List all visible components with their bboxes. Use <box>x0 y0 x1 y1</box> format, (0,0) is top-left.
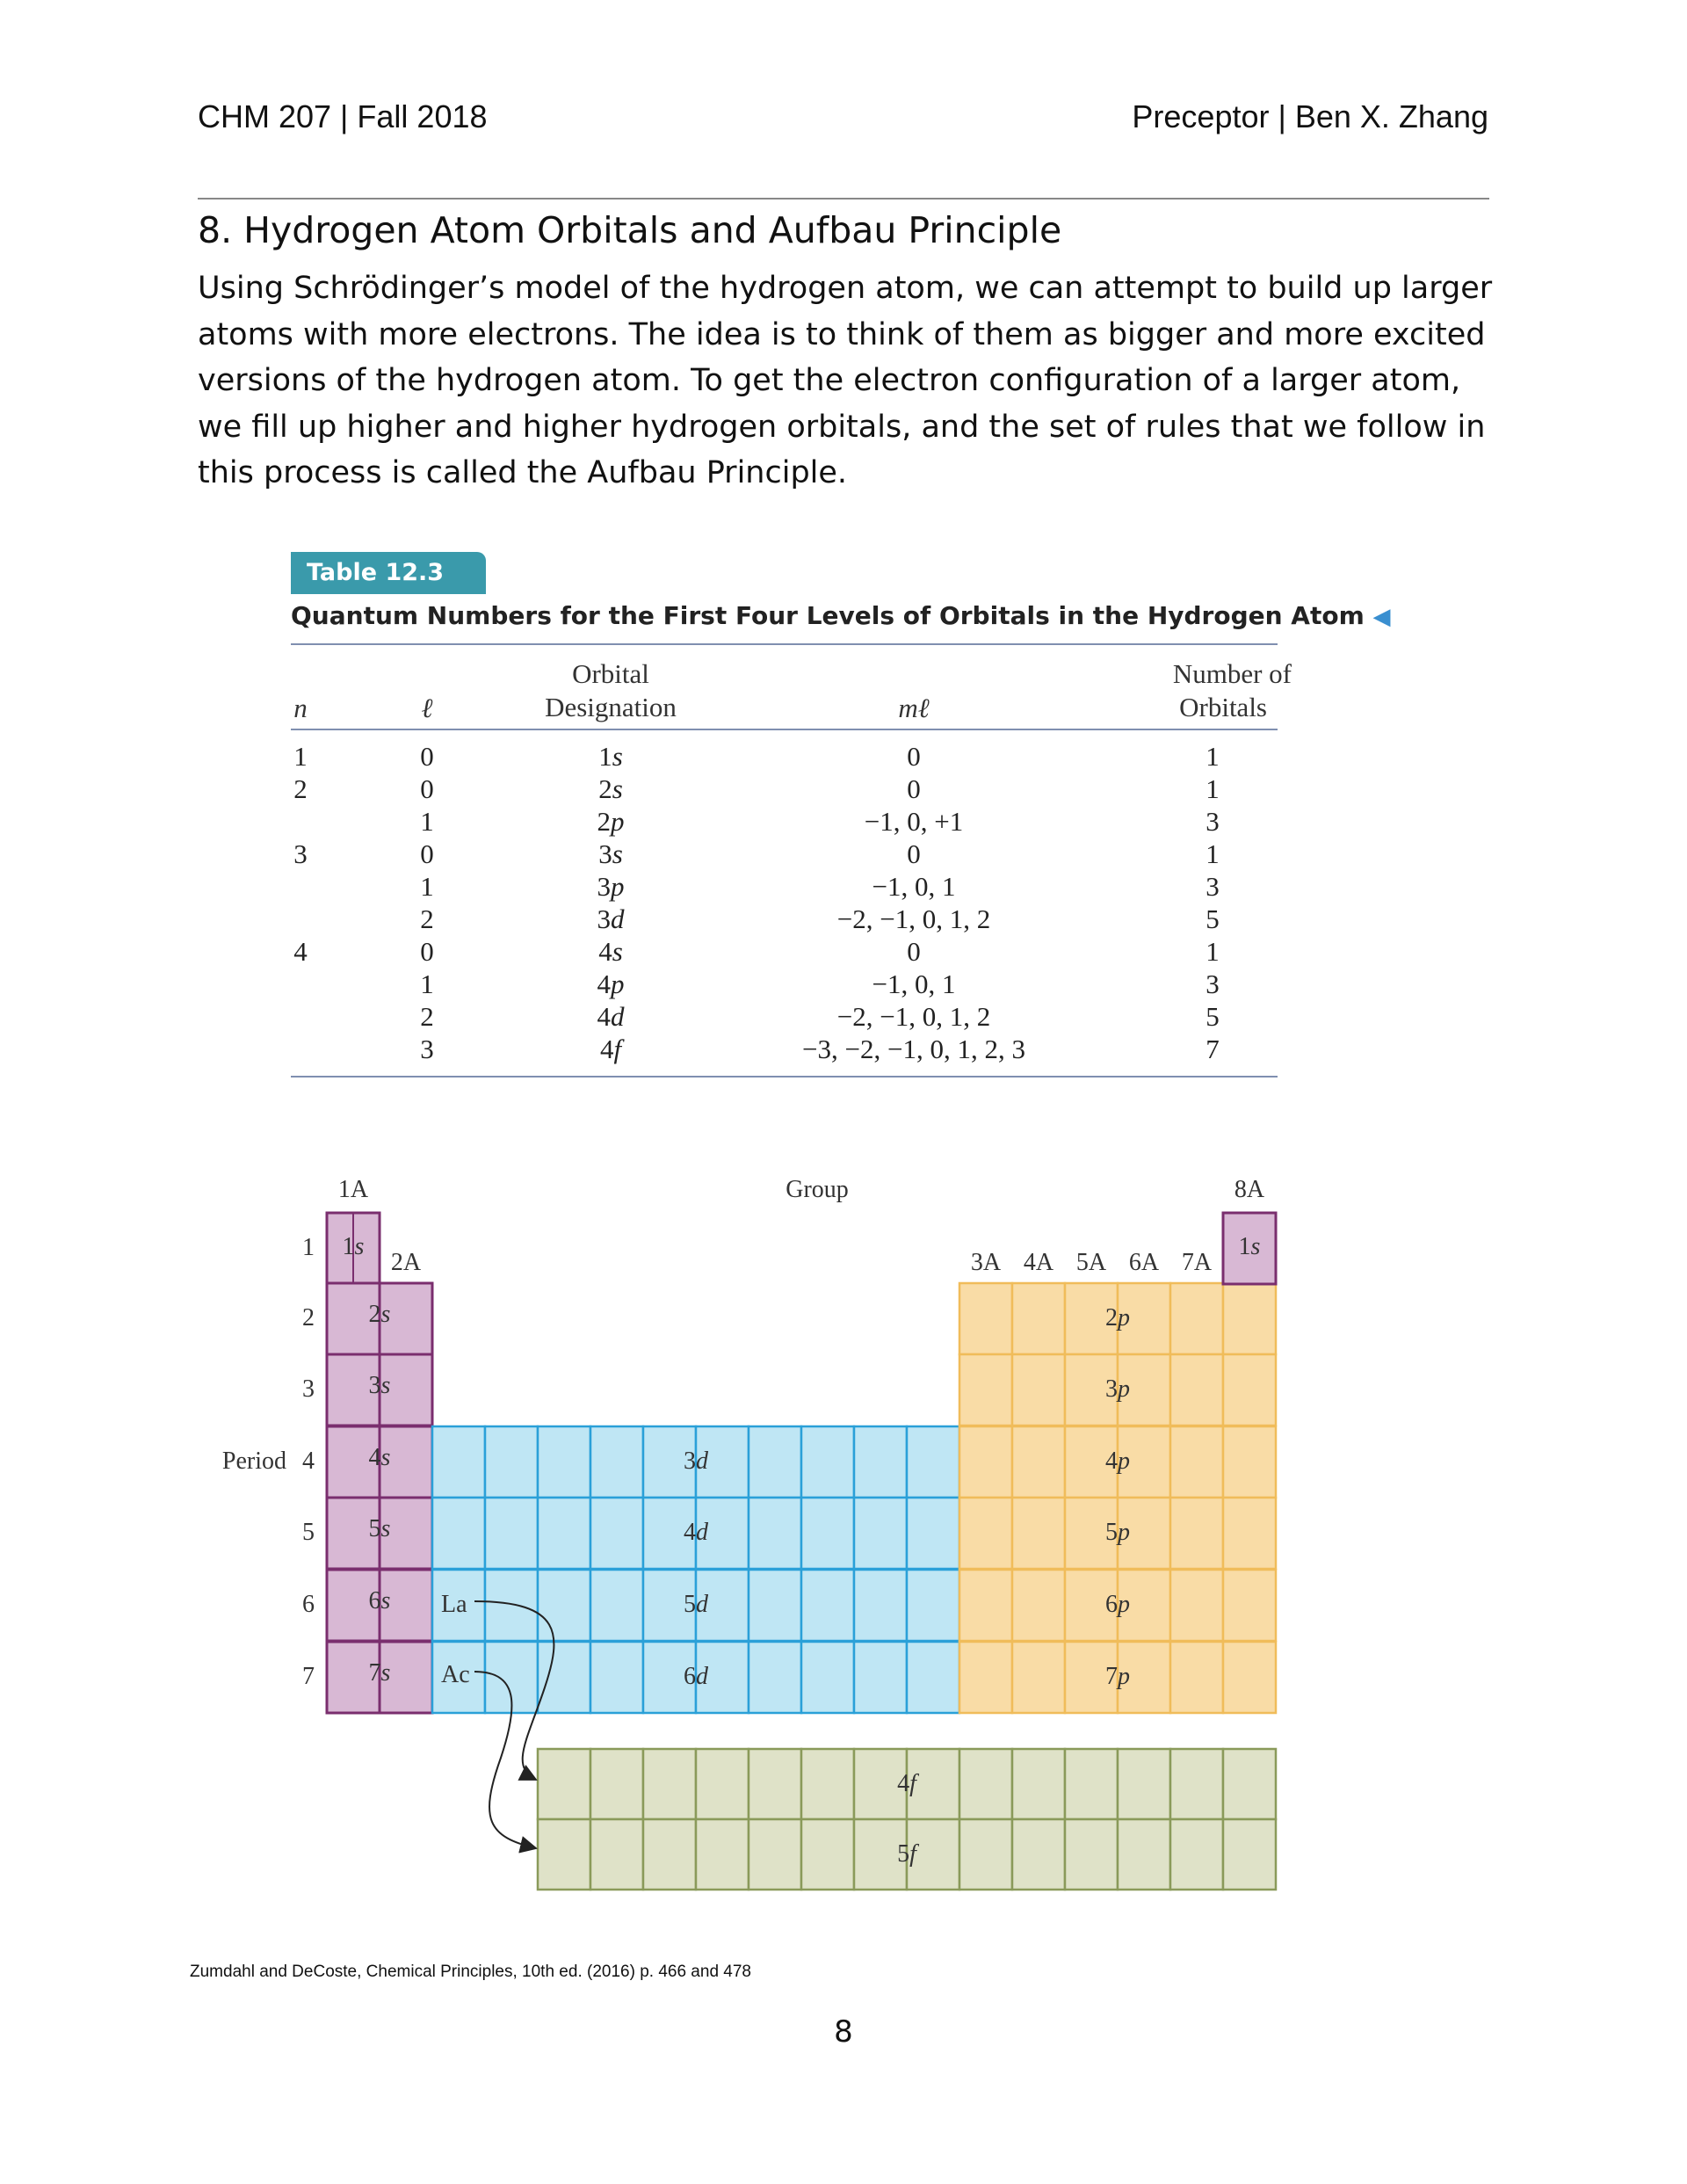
f-block-cell <box>1065 1819 1118 1890</box>
d-label: 3d <box>684 1448 708 1475</box>
p-block-cell <box>1223 1642 1276 1713</box>
section-title: 8. Hydrogen Atom Orbitals and Aufbau Principle <box>198 209 1062 251</box>
cell-ml: −3, −2, −1, 0, 1, 2, 3 <box>802 1034 1025 1064</box>
period-title: Period <box>221 1448 286 1475</box>
p-block-cell <box>959 1498 1012 1569</box>
group-7a-label: 7A <box>1181 1249 1213 1276</box>
group-4a-label: 4A <box>1023 1249 1054 1276</box>
d-block-cell <box>749 1426 801 1498</box>
p-block-cell <box>959 1426 1012 1498</box>
f-block-cell <box>1223 1819 1276 1890</box>
f-block-cell <box>1118 1819 1170 1890</box>
citation: Zumdahl and DeCoste, Chemical Principles, 10th ed. (2016) p. 466 and 478 <box>190 1963 751 1981</box>
p-label: 6p <box>1105 1591 1130 1618</box>
p-block-cell <box>1170 1498 1223 1569</box>
lanthanum-label: La <box>441 1591 467 1618</box>
intro-paragraph: Using Schrödinger’s model of the hydrogen atom, we can attempt to build up larger atoms with more electrons. The idea is to think of them as bigger and more excited versions of the hydrogen atom. To get the electron configuration of a larger atom, we fill up higher and higher hydrogen orbitals, and the set of rules that we follow in this process is called the Aufbau Principle. <box>198 271 1493 490</box>
d-block-cell <box>590 1426 643 1498</box>
cell-designation: 4p <box>597 969 625 999</box>
f-block-cell <box>959 1819 1012 1890</box>
d-block-cell <box>854 1642 907 1713</box>
p-label: 4p <box>1105 1448 1130 1475</box>
f-block-cell <box>590 1749 643 1819</box>
cell-ml: 0 <box>907 773 921 804</box>
cell-designation: 1s <box>598 741 623 772</box>
cell-count: 1 <box>1206 773 1220 804</box>
header-count-1: Number of <box>1172 658 1292 689</box>
d-block-cell <box>801 1426 854 1498</box>
cell-ml: −2, −1, 0, 1, 2 <box>836 1001 991 1032</box>
s-label: 2s <box>368 1301 391 1328</box>
s-label: 4s <box>368 1444 391 1471</box>
s-label: 6s <box>368 1587 391 1614</box>
period-label: 2 <box>302 1304 315 1331</box>
cell-n: 2 <box>293 773 308 804</box>
cell-n: 3 <box>293 838 308 869</box>
d-block-cell <box>590 1570 643 1641</box>
cell-ml: 0 <box>907 838 921 869</box>
p-block-cell <box>1012 1642 1065 1713</box>
f-block-cell <box>643 1749 696 1819</box>
cell-designation: 3p <box>597 871 625 902</box>
cell-l: 2 <box>420 903 434 934</box>
p-block-cell <box>1012 1283 1065 1354</box>
table-tab: Table 12.3 <box>291 552 486 594</box>
f-label: 4f <box>897 1770 916 1797</box>
group-1a-label: 1A <box>337 1176 369 1203</box>
d-block-cell <box>485 1426 538 1498</box>
group-8a-label: 8A <box>1234 1176 1265 1203</box>
header-designation-2: Designation <box>545 692 677 722</box>
p-label: 2p <box>1105 1304 1130 1331</box>
cell-count: 3 <box>1206 871 1220 902</box>
f-block-cell <box>1170 1819 1223 1890</box>
cell-count: 3 <box>1206 806 1220 837</box>
p-label: 3p <box>1105 1375 1130 1403</box>
d-block-cell <box>749 1498 801 1569</box>
cell-l: 0 <box>420 936 434 967</box>
period-label: 3 <box>302 1375 315 1403</box>
f-block-cell <box>1065 1749 1118 1819</box>
p-block-cell <box>1223 1426 1276 1498</box>
header-count-2: Orbitals <box>1179 692 1267 722</box>
f-label: 5f <box>897 1840 916 1868</box>
f-block-cell <box>1012 1749 1065 1819</box>
d-block-cell <box>432 1498 485 1569</box>
f-block-cell <box>538 1749 590 1819</box>
group-3a-label: 3A <box>970 1249 1002 1276</box>
cell-l: 3 <box>420 1034 434 1064</box>
period-label: 4 <box>302 1448 315 1475</box>
cell-ml: 0 <box>907 936 921 967</box>
d-block-cell <box>538 1642 590 1713</box>
f-block-cell <box>1223 1749 1276 1819</box>
d-block-cell <box>538 1498 590 1569</box>
f-block-cell <box>643 1819 696 1890</box>
page-number: 8 <box>834 2014 853 2050</box>
d-block-cell <box>854 1498 907 1569</box>
f-block-cell <box>749 1819 801 1890</box>
f-block-cell <box>1012 1819 1065 1890</box>
s-label: 1s <box>342 1233 365 1260</box>
p-label: 5p <box>1105 1519 1130 1546</box>
cell-count: 1 <box>1206 838 1220 869</box>
d-block-cell <box>485 1570 538 1641</box>
period-label: 5 <box>302 1519 315 1546</box>
d-block-cell <box>485 1498 538 1569</box>
left-triangle-icon: ◀ <box>1372 604 1391 630</box>
d-block-cell <box>907 1570 959 1641</box>
p-block-cell <box>1170 1642 1223 1713</box>
p-block-cell <box>1170 1426 1223 1498</box>
p-block-cell <box>1012 1498 1065 1569</box>
cell-n: 4 <box>293 936 308 967</box>
d-block-cell <box>907 1426 959 1498</box>
f-block-cell <box>696 1749 749 1819</box>
d-block-cell <box>590 1642 643 1713</box>
cell-designation: 4d <box>597 1001 625 1032</box>
table-caption-text: Quantum Numbers for the First Four Levels of Orbitals in the Hydrogen Atom <box>291 601 1365 630</box>
cell-designation: 3d <box>597 903 625 934</box>
cell-designation: 2s <box>598 773 623 804</box>
cell-l: 0 <box>420 741 434 772</box>
d-block-cell <box>801 1642 854 1713</box>
d-block-cell <box>432 1426 485 1498</box>
header-n: n <box>293 693 308 723</box>
p-block-cell <box>1223 1283 1276 1354</box>
p-label: 7p <box>1105 1663 1130 1690</box>
cell-designation: 4s <box>598 936 623 967</box>
group-title: Group <box>786 1176 849 1203</box>
d-block-cell <box>538 1570 590 1641</box>
p-block-cell <box>959 1642 1012 1713</box>
d-block-cell <box>854 1426 907 1498</box>
cell-n: 1 <box>293 741 308 772</box>
d-label: 4d <box>684 1519 708 1546</box>
f-block-cell <box>696 1819 749 1890</box>
p-block-cell <box>959 1570 1012 1641</box>
cell-l: 2 <box>420 1001 434 1032</box>
p-block-cell <box>1170 1283 1223 1354</box>
cell-count: 7 <box>1206 1034 1220 1064</box>
preceptor-header: Preceptor | Ben X. Zhang <box>1132 98 1488 134</box>
p-block-cell <box>1223 1570 1276 1641</box>
d-block-cell <box>749 1570 801 1641</box>
f-block-cell <box>590 1819 643 1890</box>
cell-ml: 0 <box>907 741 921 772</box>
cell-l: 1 <box>420 806 434 837</box>
group-6a-label: 6A <box>1128 1249 1160 1276</box>
p-block-cell <box>1012 1354 1065 1426</box>
p-block-cell <box>959 1354 1012 1426</box>
cell-ml: −2, −1, 0, 1, 2 <box>836 903 991 934</box>
cell-designation: 3s <box>598 838 623 869</box>
d-label: 6d <box>684 1663 708 1690</box>
f-block-cell <box>801 1749 854 1819</box>
f-block-cell <box>1118 1749 1170 1819</box>
cell-count: 3 <box>1206 969 1220 999</box>
period-label: 6 <box>302 1591 315 1618</box>
cell-count: 5 <box>1206 1001 1220 1032</box>
d-block-cell <box>854 1570 907 1641</box>
cell-count: 1 <box>1206 741 1220 772</box>
cell-l: 0 <box>420 773 434 804</box>
f-block-cell <box>959 1749 1012 1819</box>
cell-ml: −1, 0, 1 <box>872 871 956 902</box>
d-block-cell <box>590 1498 643 1569</box>
d-block-cell <box>538 1426 590 1498</box>
d-block-cell <box>801 1570 854 1641</box>
f-block-cell <box>1170 1749 1223 1819</box>
d-block-cell <box>801 1498 854 1569</box>
actinium-label: Ac <box>441 1661 470 1688</box>
header-l: ℓ <box>421 693 433 723</box>
s-label: 7s <box>368 1659 391 1687</box>
s-label: 5s <box>368 1515 391 1542</box>
d-block-cell <box>749 1642 801 1713</box>
p-block-cell <box>1170 1354 1223 1426</box>
cell-count: 1 <box>1206 936 1220 967</box>
header-designation-1: Orbital <box>572 658 649 689</box>
p-block-cell <box>1223 1498 1276 1569</box>
cell-l: 1 <box>420 871 434 902</box>
p-block-cell <box>1223 1354 1276 1426</box>
p-block-cell <box>1012 1426 1065 1498</box>
period-label: 7 <box>302 1663 315 1690</box>
cell-designation: 2p <box>597 806 625 837</box>
p-block-cell <box>959 1283 1012 1354</box>
p-block-cell <box>1170 1570 1223 1641</box>
cell-ml: −1, 0, 1 <box>872 969 956 999</box>
group-5a-label: 5A <box>1075 1249 1107 1276</box>
course-header: CHM 207 | Fall 2018 <box>198 98 488 134</box>
cell-designation: 4f <box>599 1034 622 1064</box>
cell-ml: −1, 0, +1 <box>864 806 964 837</box>
f-block-cell <box>538 1819 590 1890</box>
f-block-cell <box>749 1749 801 1819</box>
header-ml: mℓ <box>898 693 930 723</box>
d-block-cell <box>907 1498 959 1569</box>
p-block-cell <box>1012 1570 1065 1641</box>
period-label: 1 <box>302 1234 315 1261</box>
f-block-cell <box>801 1819 854 1890</box>
cell-l: 0 <box>420 838 434 869</box>
cell-l: 1 <box>420 969 434 999</box>
d-label: 5d <box>684 1591 708 1618</box>
s-label: 3s <box>368 1372 391 1399</box>
d-block-cell <box>907 1642 959 1713</box>
cell-count: 5 <box>1206 903 1220 934</box>
group-2a-label: 2A <box>390 1249 422 1276</box>
he-label: 1s <box>1238 1233 1261 1260</box>
